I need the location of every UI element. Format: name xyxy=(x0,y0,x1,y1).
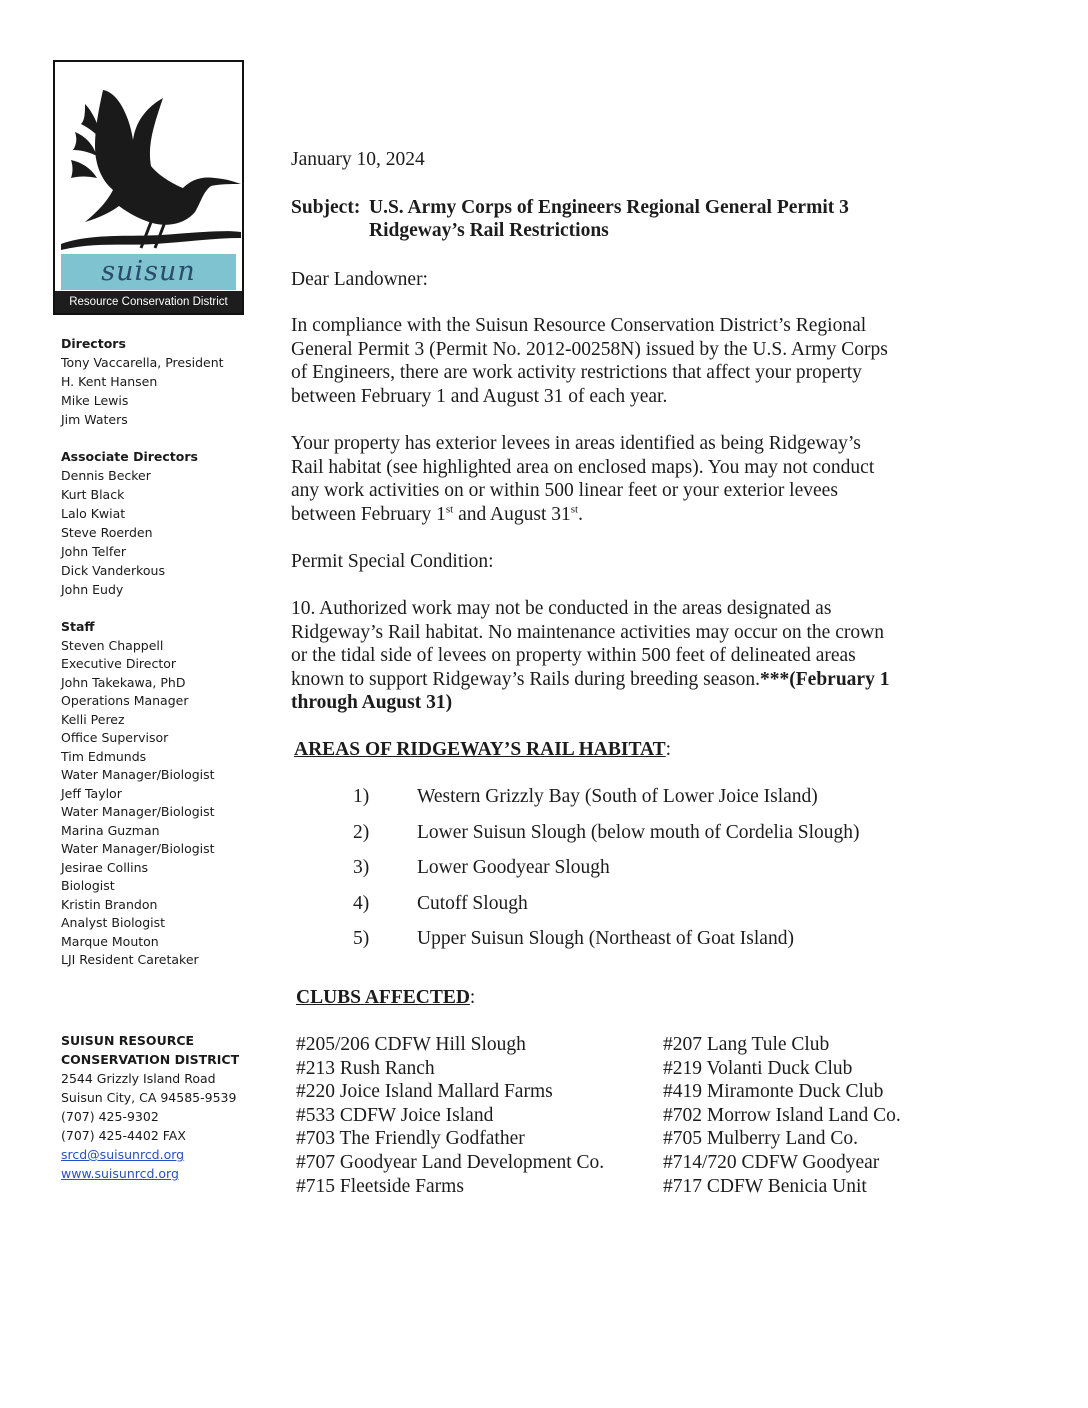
heading-text: AREAS OF RIDGEWAY’S RAIL HABITAT xyxy=(294,739,666,760)
paragraph-line: between February 1 and August 31 of each year. xyxy=(291,385,668,407)
text-run: . xyxy=(578,503,583,525)
staff-heading: Staff xyxy=(61,619,95,634)
associate-director-name: John Telfer xyxy=(61,544,127,559)
staff-name: Steven Chappell xyxy=(61,638,164,653)
paragraph-line: or the tidal side of levees on property within 500 feet of delineated areas xyxy=(291,645,856,666)
letter-date: January 10, 2024 xyxy=(291,149,425,170)
paragraph-condition xyxy=(291,597,889,715)
staff-name: Kristin Brandon xyxy=(61,897,158,912)
staff-role: Operations Manager xyxy=(61,693,189,708)
club-item: #207 Lang Tule Club xyxy=(663,1034,830,1055)
logo-caption: Resource Conservation District xyxy=(55,291,242,313)
list-item xyxy=(291,856,931,880)
list-item xyxy=(291,927,931,951)
areas-heading xyxy=(294,738,671,762)
staff-role: Water Manager/Biologist xyxy=(61,841,215,856)
staff-role: Water Manager/Biologist xyxy=(61,804,215,819)
list-number: 3) xyxy=(353,857,370,878)
associate-director-name: Lalo Kwiat xyxy=(61,506,126,521)
paragraph-line: Rail habitat (see highlighted area on enclosed maps). You may not conduct xyxy=(291,456,875,478)
staff-role: LJI Resident Caretaker xyxy=(61,952,199,967)
director-name: Tony Vaccarella, President xyxy=(61,355,224,370)
staff-role: Executive Director xyxy=(61,656,177,671)
club-item: #213 Rush Ranch xyxy=(296,1058,435,1079)
list-number: 2) xyxy=(353,822,370,843)
director-name: Jim Waters xyxy=(61,412,128,427)
list-text: Western Grizzly Bay (South of Lower Joice Island) xyxy=(417,786,818,807)
text-run: known to support Ridgeway’s Rails during breeding season. xyxy=(291,668,761,690)
associate-director-name: Steve Roerden xyxy=(61,525,153,540)
club-item: #717 CDFW Benicia Unit xyxy=(663,1176,867,1197)
fax-number: (707) 425-4402 FAX xyxy=(61,1128,186,1143)
list-item xyxy=(291,892,931,916)
staff-name: Marque Mouton xyxy=(61,934,159,949)
phone-number: (707) 425-9302 xyxy=(61,1109,159,1124)
website-link[interactable]: www.suisunrcd.org xyxy=(61,1166,179,1181)
club-item: #715 Fleetside Farms xyxy=(296,1176,464,1197)
org-name: SUISUN RESOURCE xyxy=(61,1033,195,1048)
district-contact-block xyxy=(61,1031,246,1183)
emphasis-run: ***(February 1 xyxy=(760,668,890,690)
paragraph-line: In compliance with the Suisun Resource Conservation District’s Regional xyxy=(291,315,867,336)
paragraph-compliance xyxy=(291,314,888,408)
clubs-heading xyxy=(296,986,475,1010)
club-item: #205/206 CDFW Hill Slough xyxy=(296,1034,526,1055)
staff-name: Jeff Taylor xyxy=(61,786,122,801)
subject-line: Ridgeway’s Rail Restrictions xyxy=(369,220,609,241)
director-name: H. Kent Hansen xyxy=(61,374,158,389)
list-item xyxy=(291,821,931,845)
text-run: and August 31 xyxy=(453,503,571,525)
club-item: #220 Joice Island Mallard Farms xyxy=(296,1081,553,1102)
paragraph-line: any work activities on or within 500 linear feet or your exterior levees xyxy=(291,480,838,501)
paragraph-line: Your property has exterior levees in areas identified as being Ridgeway’s xyxy=(291,433,861,454)
staff-name: Marina Guzman xyxy=(61,823,160,838)
staff-block xyxy=(61,617,246,969)
list-text: Lower Suisun Slough (below mouth of Cordelia Slough) xyxy=(417,822,860,843)
address-line: Suisun City, CA 94585-9539 xyxy=(61,1090,237,1105)
associate-director-name: Dennis Becker xyxy=(61,468,151,483)
paragraph-line xyxy=(291,503,874,527)
address-line: 2544 Grizzly Island Road xyxy=(61,1071,216,1086)
list-number: 4) xyxy=(353,893,370,914)
staff-name: John Takekawa, PhD xyxy=(61,675,186,690)
heading-colon: : xyxy=(469,987,476,1008)
club-item: #533 CDFW Joice Island xyxy=(296,1105,494,1126)
logo-wordmark: suisun xyxy=(101,256,196,287)
directors-block xyxy=(61,334,246,429)
staff-role: Biologist xyxy=(61,878,115,893)
list-text: Cutoff Slough xyxy=(417,893,528,914)
club-item: #702 Morrow Island Land Co. xyxy=(663,1105,901,1126)
heading-text: CLUBS AFFECTED xyxy=(296,987,470,1008)
district-logo xyxy=(53,60,244,315)
paragraph-line: 10. Authorized work may not be conducted in the areas designated as xyxy=(291,598,832,619)
associate-director-name: Kurt Black xyxy=(61,487,125,502)
associate-director-name: John Eudy xyxy=(61,582,124,597)
text-run: between February 1 xyxy=(291,503,446,525)
condition-heading: Permit Special Condition: xyxy=(291,551,494,572)
paragraph-line: of Engineers, there are work activity restrictions that affect your property xyxy=(291,362,862,383)
club-item: #419 Miramonte Duck Club xyxy=(663,1081,884,1102)
subject-label: Subject: xyxy=(291,197,361,218)
staff-role: Analyst Biologist xyxy=(61,915,166,930)
staff-name: Kelli Perez xyxy=(61,712,125,727)
directors-heading: Directors xyxy=(61,336,126,351)
org-name: CONSERVATION DISTRICT xyxy=(61,1052,240,1067)
club-item: #707 Goodyear Land Development Co. xyxy=(296,1152,605,1173)
paragraph-line: through August 31) xyxy=(291,692,453,713)
superscript: st xyxy=(570,503,579,515)
paragraph-line: Ridgeway’s Rail habitat. No maintenance activities may occur on the crown xyxy=(291,621,884,643)
list-number: 5) xyxy=(353,928,370,949)
paragraph-levees xyxy=(291,432,874,526)
heading-colon: : xyxy=(665,739,672,760)
list-text: Upper Suisun Slough (Northeast of Goat Island) xyxy=(417,928,794,949)
paragraph-line: General Permit 3 (Permit No. 2012-00258N) issued by the U.S. Army Corps xyxy=(291,338,888,360)
club-item: #219 Volanti Duck Club xyxy=(663,1058,853,1079)
salutation: Dear Landowner: xyxy=(291,269,428,290)
staff-role: Office Supervisor xyxy=(61,730,169,745)
associate-director-name: Dick Vanderkous xyxy=(61,563,165,578)
letterhead-sidebar xyxy=(0,0,250,1408)
staff-role: Water Manager/Biologist xyxy=(61,767,215,782)
club-item: #705 Mulberry Land Co. xyxy=(663,1128,858,1149)
superscript: st xyxy=(445,503,454,515)
subject-line: U.S. Army Corps of Engineers Regional General Permit 3 xyxy=(369,197,849,218)
email-link[interactable]: srcd@suisunrcd.org xyxy=(61,1147,185,1162)
director-name: Mike Lewis xyxy=(61,393,129,408)
list-item xyxy=(291,785,931,809)
staff-name: Tim Edmunds xyxy=(61,749,147,764)
list-text: Lower Goodyear Slough xyxy=(417,857,610,878)
club-item: #714/720 CDFW Goodyear xyxy=(663,1152,880,1173)
associate-directors-block xyxy=(61,447,246,599)
associate-directors-heading: Associate Directors xyxy=(61,449,198,464)
club-item: #703 The Friendly Godfather xyxy=(296,1128,525,1149)
list-number: 1) xyxy=(353,786,370,807)
staff-name: Jesirae Collins xyxy=(61,860,149,875)
paragraph-line xyxy=(291,668,889,692)
